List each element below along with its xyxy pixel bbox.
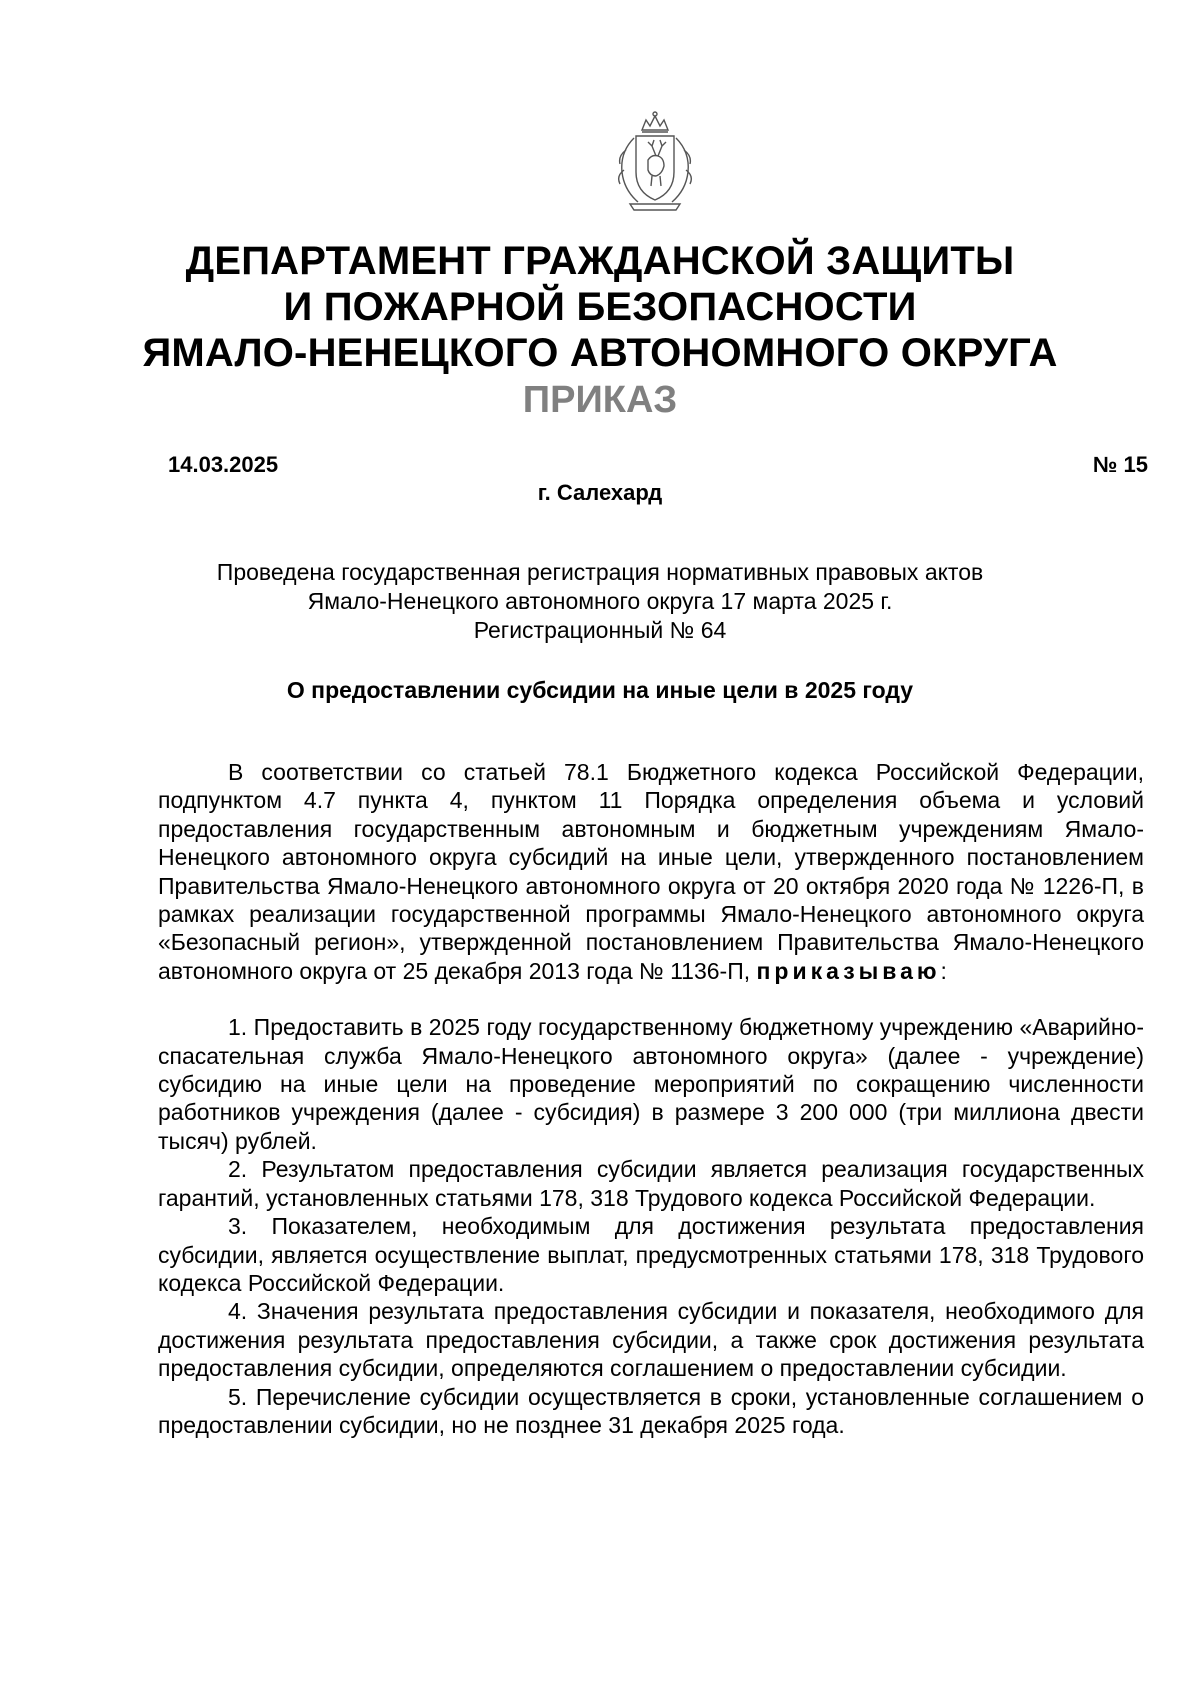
order-item-5: 5. Перечисление субсидии осуществляется в сроки, установленные соглашением о предоставлении субсидии, но не позднее 31 декабря 2025 года. <box>158 1383 1144 1438</box>
order-item-2: 2. Результатом предоставления субсидии является реализация государственных гарантий, установленных статьями 178, 318 Трудового кодекса Российской Федерации. <box>158 1156 1144 1211</box>
department-title <box>0 238 1200 376</box>
registration-line-2: Ямало-Ненецкого автономного округа 17 марта 2025 г. <box>307 588 893 614</box>
registration-line-1: Проведена государственная регистрация нормативных правовых актов <box>216 559 984 585</box>
department-title-line-2: И ПОЖАРНОЙ БЕЗОПАСНОСТИ <box>283 285 917 329</box>
order-date: 14.03.2025 <box>168 452 279 477</box>
order-item-1: 1. Предоставить в 2025 году государственному бюджетному учреждению «Аварийно-спасательная служба Ямало-Ненецкого автономного округа» (далее - учреждение) субсидию на иные цели на проведение мероприятий по сокращению численности работников учреждения (далее - субсидия) в размере 3 200 000 (три миллиона двести тысяч) рублей. <box>158 1014 1144 1154</box>
order-body <box>158 758 1144 1439</box>
yamal-coat-of-arms-icon <box>612 110 698 214</box>
department-title-line-3: ЯМАЛО-НЕНЕЦКОГО АВТОНОМНОГО ОКРУГА <box>142 331 1058 375</box>
preamble-text: В соответствии со статьей 78.1 Бюджетного кодекса Российской Федерации, подпунктом 4.7 пункта 4, пунктом 11 Порядка определения объема и условий предоставления государственным автономным и бюджетным учреждениям Ямало-Ненецкого автономного округа субсидий на иные цели, утвержденного постановлением Правительства Ямало-Ненецкого автономного округа от 20 октября 2020 года № 1226-П, в рамках реализации государственной программы Ямало-Ненецкого автономного округа «Безопасный регион», утвержденной постановлением Правительства Ямало-Ненецкого автономного округа от 25 декабря 2013 года № 1136-П, <box>158 759 1144 984</box>
order-city: г. Салехард <box>537 480 663 505</box>
registration-line-3: Регистрационный № 64 <box>473 617 727 643</box>
order-verb: приказываю <box>756 957 941 984</box>
registration-note <box>0 558 1200 645</box>
preamble-paragraph <box>158 758 1144 985</box>
order-verb-suffix: : <box>940 957 947 984</box>
department-title-line-1: ДЕПАРТАМЕНТ ГРАЖДАНСКОЙ ЗАЩИТЫ <box>185 239 1015 283</box>
order-heading: ПРИКАЗ <box>522 379 678 421</box>
order-subject: О предоставлении субсидии на иные цели в 2025 году <box>286 677 914 703</box>
order-item-4: 4. Значения результата предоставления субсидии и показателя, необходимого для достижения результата предоставления субсидии, а также срок достижения результата предоставления субсидии, определяются соглашением о предоставлении субсидии. <box>158 1298 1144 1382</box>
order-number: № 15 <box>1092 452 1148 477</box>
order-item-3: 3. Показателем, необходимым для достижения результата предоставления субсидии, является осуществление выплат, предусмотренных статьями 178, 318 Трудового кодекса Российской Федерации. <box>158 1213 1144 1296</box>
